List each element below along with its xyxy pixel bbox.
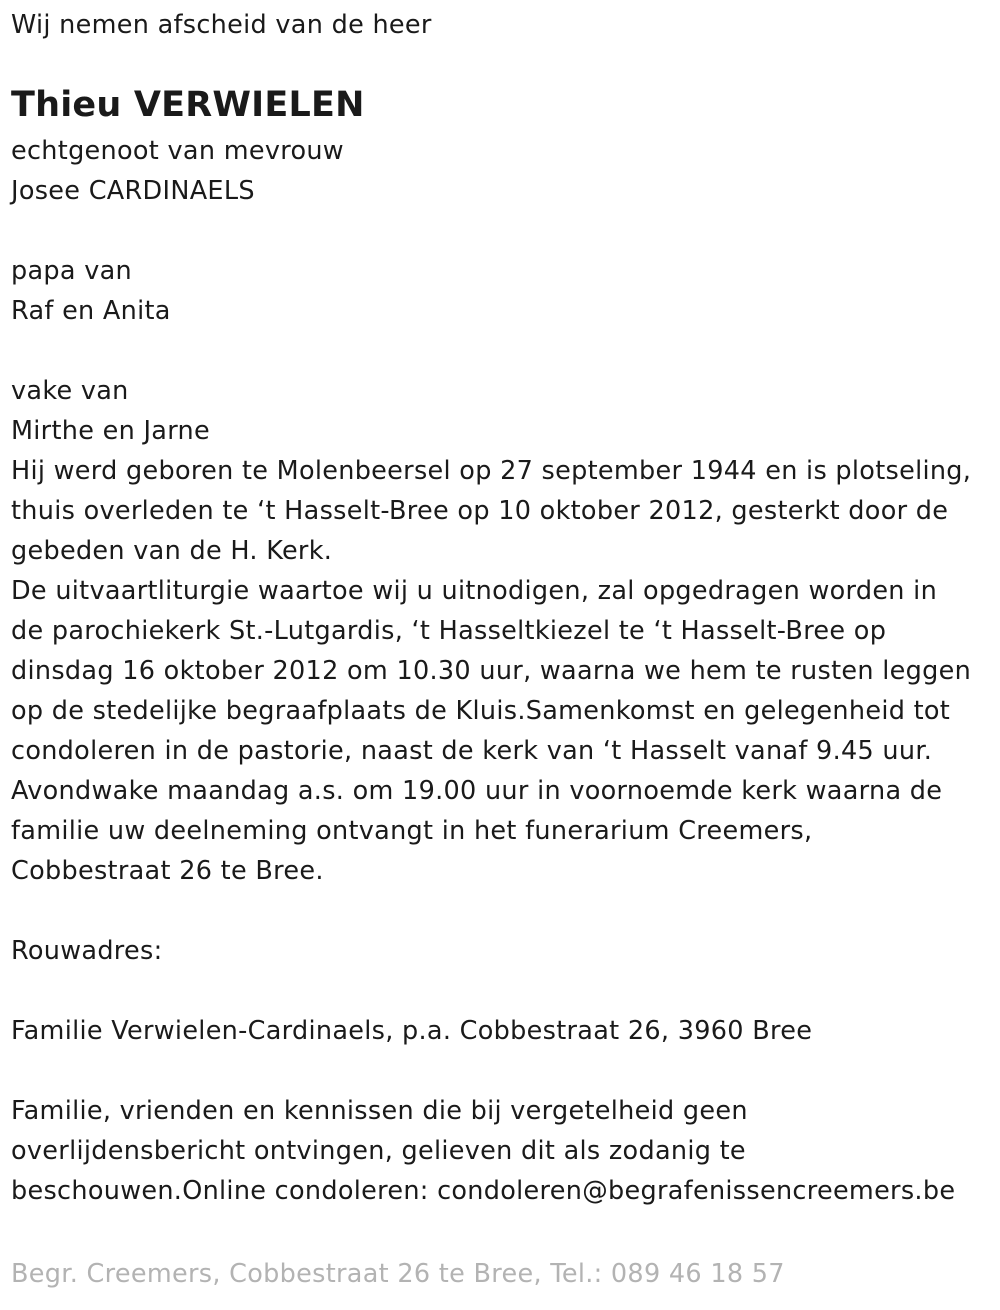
body-line: De uitvaartliturgie waartoe wij u uitnodigen, zal opgedragen worden in xyxy=(11,576,938,606)
body-line: gebeden van de H. Kerk. xyxy=(11,536,333,566)
body-line: op de stedelijke begraafplaats de Kluis.Samenkomst en gelegenheid tot xyxy=(11,696,951,726)
body-line: de parochiekerk St.-Lutgardis, ‘t Hasseltkiezel te ‘t Hasselt-Bree op xyxy=(11,616,887,646)
spouse-name: Josee CARDINAELS xyxy=(11,176,255,206)
body-line: Avondwake maandag a.s. om 19.00 uur in voornoemde kerk waarna de xyxy=(11,776,943,806)
spacer xyxy=(11,1051,991,1091)
closing-line: beschouwen.Online condoleren: condoleren@begrafenissencreemers.be xyxy=(11,1176,956,1206)
closing-line: Familie, vrienden en kennissen die bij vergetelheid geen xyxy=(11,1096,748,1126)
address-value: Familie Verwielen-Cardinaels, p.a. Cobbestraat 26, 3960 Bree xyxy=(11,1016,813,1046)
body-line: condoleren in de pastorie, naast de kerk van ‘t Hasselt vanaf 9.45 uur. xyxy=(11,736,933,766)
children-names: Raf en Anita xyxy=(11,296,171,326)
spacer xyxy=(11,891,991,931)
body-line: thuis overleden te ‘t Hasselt-Bree op 10 oktober 2012, gesterkt door de xyxy=(11,496,949,526)
spouse-label: echtgenoot van mevrouw xyxy=(11,136,344,166)
body-line: dinsdag 16 oktober 2012 om 10.30 uur, waarna we hem te rusten leggen xyxy=(11,656,972,686)
spacer xyxy=(11,211,991,251)
closing-line: overlijdensbericht ontvingen, gelieven dit als zodanig te xyxy=(11,1136,746,1166)
children-label: papa van xyxy=(11,256,133,286)
deceased-name: Thieu VERWIELEN xyxy=(11,85,365,125)
intro-text: Wij nemen afscheid van de heer xyxy=(11,10,432,40)
spacer xyxy=(11,971,991,1011)
body-line: Cobbestraat 26 te Bree. xyxy=(11,856,324,886)
obituary-notice xyxy=(11,5,991,1211)
spacer xyxy=(11,331,991,371)
address-label: Rouwadres: xyxy=(11,936,163,966)
grandchildren-names: Mirthe en Jarne xyxy=(11,416,211,446)
body-paragraph xyxy=(11,451,991,891)
body-line: Hij werd geboren te Molenbeersel op 27 september 1944 en is plotseling, xyxy=(11,456,972,486)
closing-paragraph xyxy=(11,1091,991,1211)
grandchildren-label: vake van xyxy=(11,376,129,406)
funeral-home-footer: Begr. Creemers, Cobbestraat 26 te Bree, Tel.: 089 46 18 57 xyxy=(11,1259,785,1289)
body-line: familie uw deelneming ontvangt in het funerarium Creemers, xyxy=(11,816,813,846)
